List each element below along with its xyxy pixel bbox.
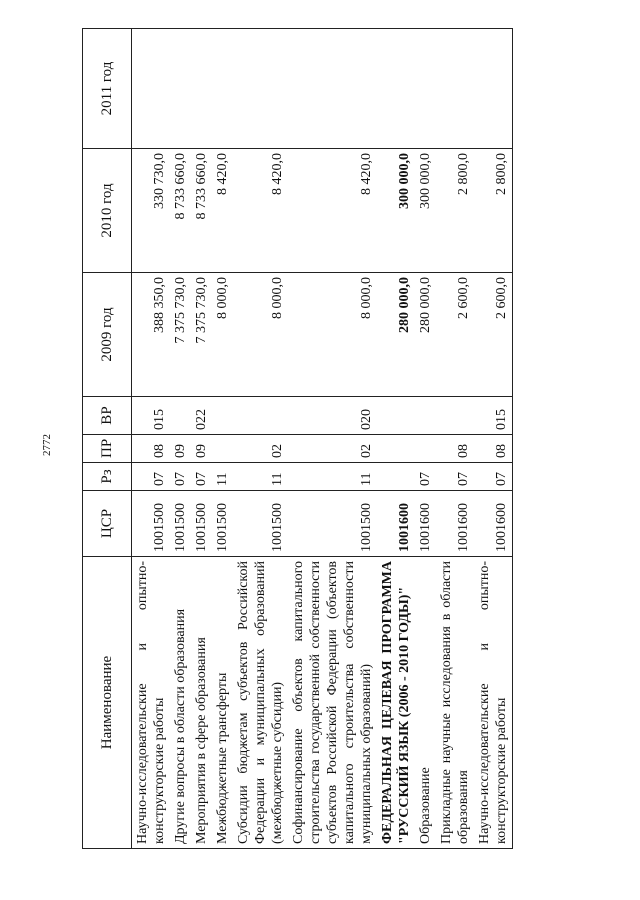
cell-y2010: 8 420,0 [233,149,288,273]
cell-csr: 1001600 [436,491,474,557]
cell-name: Софинансирование объектов капитального строительства государственной собственности субъектов Российской Федерации (объектов капитального строительства собственности муниципальных образований) [288,557,377,849]
cell-y2009: 8 000,0 [212,273,233,397]
cell-csr: 1001600 [474,491,513,557]
cell-csr: 1001500 [233,491,288,557]
cell-y2011 [233,29,288,149]
cell-y2011 [212,29,233,149]
cell-vr: 022 [191,397,212,435]
cell-csr: 1001500 [212,491,233,557]
cell-pr [377,435,415,463]
cell-y2009: 7 375 730,0 [191,273,212,397]
budget-table [82,28,513,849]
cell-y2009: 280 000,0 [377,273,415,397]
table-inner [82,29,562,849]
cell-pr [415,435,436,463]
cell-name: Межбюджетные трансферты [212,557,233,849]
cell-vr [233,397,288,435]
cell-y2010: 330 730,0 [132,149,171,273]
cell-y2010: 300 000,0 [415,149,436,273]
header-row [83,29,132,849]
cell-csr: 1001600 [415,491,436,557]
cell-rz: 11 [212,463,233,491]
header-csr: ЦСР [83,491,132,557]
cell-y2009: 8 000,0 [288,273,377,397]
cell-pr: 02 [288,435,377,463]
cell-y2009: 7 375 730,0 [170,273,191,397]
cell-name: ФЕДЕРАЛЬНАЯ ЦЕЛЕВАЯ ПРОГРАММА "РУССКИЙ ЯЗЫК (2006 - 2010 ГОДЫ)" [377,557,415,849]
cell-y2011 [436,29,474,149]
table-row [436,29,474,849]
cell-y2011 [377,29,415,149]
cell-rz: 07 [132,463,171,491]
cell-name: Прикладные научные исследования в области образования [436,557,474,849]
header-2011: 2011 год [83,29,132,149]
cell-csr: 1001500 [132,491,171,557]
header-name: Наименование [83,557,132,849]
rotated-table-area [82,29,562,849]
table-row [288,29,377,849]
cell-y2009: 2 600,0 [436,273,474,397]
cell-y2010: 2 800,0 [436,149,474,273]
cell-pr: 09 [191,435,212,463]
cell-y2011 [415,29,436,149]
table-body [132,29,513,849]
cell-vr [436,397,474,435]
cell-csr: 1001500 [288,491,377,557]
header-pr: ПР [83,435,132,463]
cell-vr [415,397,436,435]
header-2009: 2009 год [83,273,132,397]
cell-y2010: 8 420,0 [288,149,377,273]
table-row [212,29,233,849]
cell-pr [212,435,233,463]
cell-y2011 [170,29,191,149]
cell-pr: 08 [436,435,474,463]
header-vr: ВР [83,397,132,435]
cell-rz: 11 [288,463,377,491]
cell-vr [212,397,233,435]
cell-name: Научно-исследовательские и опытно-конструкторские работы [474,557,513,849]
cell-y2009: 388 350,0 [132,273,171,397]
cell-rz [377,463,415,491]
cell-y2010: 8 733 660,0 [170,149,191,273]
cell-y2011 [474,29,513,149]
cell-y2010: 2 800,0 [474,149,513,273]
cell-name: Мероприятия в сфере образования [191,557,212,849]
cell-name: Субсидии бюджетам субъектов Российской Федерации и муниципальных образований (межбюджетные субсидии) [233,557,288,849]
cell-y2010: 8 733 660,0 [191,149,212,273]
page-number: 2772 [41,434,53,456]
cell-rz: 11 [233,463,288,491]
header-rz: Рз [83,463,132,491]
table-row [377,29,415,849]
cell-vr: 015 [132,397,171,435]
table-row [132,29,171,849]
cell-rz: 07 [474,463,513,491]
cell-rz: 07 [170,463,191,491]
cell-y2011 [288,29,377,149]
cell-vr: 015 [474,397,513,435]
cell-pr: 09 [170,435,191,463]
cell-vr: 020 [288,397,377,435]
cell-vr [377,397,415,435]
cell-name: Другие вопросы в области образования [170,557,191,849]
cell-y2010: 300 000,0 [377,149,415,273]
cell-y2011 [191,29,212,149]
cell-y2009: 2 600,0 [474,273,513,397]
table-row [474,29,513,849]
cell-y2010: 8 420,0 [212,149,233,273]
table-row [170,29,191,849]
cell-rz: 07 [191,463,212,491]
cell-name: Научно-исследовательские и опытно-конструкторские работы [132,557,171,849]
cell-rz: 07 [436,463,474,491]
table-row [415,29,436,849]
cell-y2011 [132,29,171,149]
cell-csr: 1001500 [191,491,212,557]
cell-y2009: 280 000,0 [415,273,436,397]
cell-vr [170,397,191,435]
cell-pr: 08 [132,435,171,463]
table-row [191,29,212,849]
cell-csr: 1001600 [377,491,415,557]
table-row [233,29,288,849]
cell-pr: 08 [474,435,513,463]
cell-rz: 07 [415,463,436,491]
cell-name: Образование [415,557,436,849]
cell-y2009: 8 000,0 [233,273,288,397]
cell-pr: 02 [233,435,288,463]
cell-csr: 1001500 [170,491,191,557]
header-2010: 2010 год [83,149,132,273]
